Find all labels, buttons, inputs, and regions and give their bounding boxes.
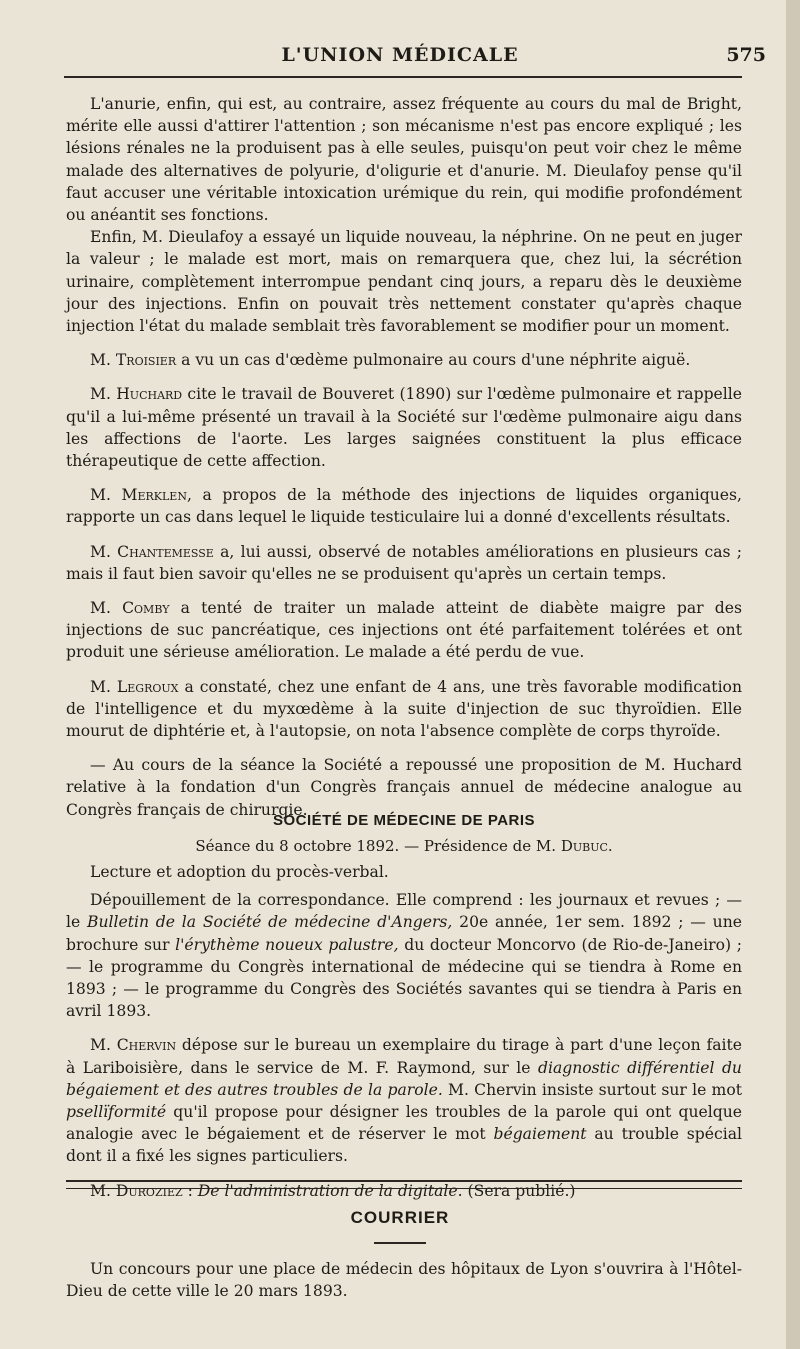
italic-title: l'érythème noueux palustre,: [175, 935, 399, 954]
session-text: Séance du 8 octobre 1892. — Présidence de M.: [195, 837, 561, 855]
article-body: [66, 93, 742, 821]
section-title: SOCIÉTÉ DE MÉDECINE DE PARIS: [272, 812, 536, 829]
paragraph-lecture: Lecture et adoption du procès-verbal.: [90, 863, 389, 881]
speaker-name: M. Comby: [90, 599, 170, 618]
text-run: Dépouillement de la correspondance. Elle comprend : les journaux et revues ; — le: [66, 891, 742, 932]
paragraph-merklen: [66, 484, 742, 528]
speaker-name: M. Chervin: [90, 1036, 177, 1055]
text-run: qu'il propose pour désigner les troubles de la parole qui ont quelque analogie avec le bégaiement et de réserver le mot: [66, 1103, 742, 1144]
paragraph-legroux: [66, 676, 742, 743]
paragraph-chantemesse: [66, 541, 742, 585]
paragraph-text: , a propos de la méthode des injections de liquides organiques, rapporte un cas dans lequel le liquide testiculaire lui a donné d'excellents résultats.: [66, 486, 742, 527]
paragraph-chervin: [66, 1034, 742, 1167]
page-header: [0, 42, 800, 72]
speaker-name: M. Troisier: [90, 351, 177, 370]
speaker-name: M. Chantemesse: [90, 542, 214, 561]
paragraph-courrier: Un concours pour une place de médecin des hôpitaux de Lyon s'ouvrira à l'Hôtel-Dieu de cette ville le 20 mars 1893.: [66, 1260, 742, 1301]
running-title: L'UNION MÉDICALE: [281, 44, 519, 66]
courrier-rule: [374, 1242, 426, 1244]
italic-title: Bulletin de la Société de médecine d'Angers,: [87, 913, 453, 932]
courrier-section: [66, 1258, 742, 1302]
italic-title: De l'administration de la digitale.: [197, 1181, 463, 1200]
president-name: Dubuc.: [560, 837, 613, 855]
paragraph-text: a, lui aussi, observé de notables améliorations en plusieurs cas ; mais il faut bien savoir qu'elles ne se produisent qu'après un certain temps.: [66, 542, 742, 583]
paragraph-text: a tenté de traiter un malade atteint de diabète maigre par des injections de suc pancréatique, ces injections ont été parfaitement tolérées et ont produit une sérieuse amélioration. Le malade a été perdu de vue.: [66, 599, 742, 662]
speaker-name: M. Huchard: [90, 385, 183, 404]
session-line: [66, 837, 742, 855]
page-number: 575: [726, 44, 766, 66]
italic-title: diagnostic différentiel du bégaiement et des autres troubles de la parole.: [66, 1058, 742, 1099]
text-run: du docteur Moncorvo (de Rio-de-Janeiro) ; — le programme du Congrès international de médecine qui se tiendra à Rome en 1893 ; — le programme du Congrès des Sociétés savantes qui se tiendra à Paris en avril 1893.: [66, 935, 742, 1021]
speaker-name: M. Legroux: [90, 677, 179, 696]
paragraph-comby: [66, 597, 742, 664]
paragraph-nephrine: Enfin, M. Dieulafoy a essayé un liquide nouveau, la néphrine. On ne peut en juger la valeur ; le malade est mort, mais on remarquera que, chez lui, la sécrétion urinaire, complètement interrompue pendant cinq jours, a reparu dès le deuxième jour des injections. Enfin on pouvait très nettement constater qu'après chaque injection l'état du malade semblait très favorablement se modifier pour un moment.: [66, 228, 742, 336]
paragraph-huchard: [66, 383, 742, 472]
page-edge-shadow: [786, 0, 800, 1349]
paragraph-text: cite le travail de Bouveret (1890) sur l'œdème pulmonaire et rappelle qu'il a lui-même présenté un travail à la Société sur l'œdème pulmonaire aigu dans les affections de l'aorte. Les larges saignées constituent la plus efficace thérapeutique de cette affection.: [66, 385, 742, 471]
courrier-title: COURRIER: [350, 1208, 450, 1227]
header-rule: [64, 76, 742, 78]
societe-section: [66, 812, 742, 1202]
text-run: dépose sur le bureau un exemplaire du tirage à part d'une leçon faite à Lariboisière, dans le service de M. F. Raymond, sur le: [66, 1036, 742, 1077]
paragraph-text: a vu un cas d'œdème pulmonaire au cours d'une néphrite aiguë.: [176, 351, 691, 370]
paragraph-congres: — Au cours de la séance la Société a repoussé une proposition de M. Huchard relative à la fondation d'un Congrès français annuel de médecine analogue au Congrès français de chirurgie.: [66, 756, 742, 819]
text-run: M. Chervin insiste surtout sur le mot: [442, 1080, 742, 1099]
italic-term: bégaiement: [493, 1125, 587, 1144]
italic-term: psellïformité: [66, 1103, 167, 1122]
text-run: 20e année, 1er sem. 1892 ; — une brochure sur: [66, 913, 742, 954]
paragraph-troisier: [66, 349, 742, 371]
text-run: au trouble spécial dont il a fixé les signes particuliers.: [66, 1125, 743, 1166]
paragraph-text: a constaté, chez une enfant de 4 ans, une très favorable modification de l'intelligence et du myxœdème à la suite d'injection de suc thyroïdien. Elle mourut de diphtérie et, à l'autopsie, on nota l'absence complète de corps thyroïde.: [66, 677, 742, 741]
text-run: (Sera publié.): [462, 1181, 576, 1200]
section-divider: [66, 1180, 742, 1189]
paragraph-anurie: L'anurie, enfin, qui est, au contraire, assez fréquente au cours du mal de Bright, mérite elle aussi d'attirer l'attention ; son mécanisme n'est pas encore expliqué ; les lésions rénales ne la produisent pas à elle seules, puisqu'on peut voir chez le même malade des alternatives de polyurie, d'oligurie et d'anurie. M. Dieulafoy pense qu'il faut accuser une véritable intoxication urémique du rein, qui modifie profondément ou anéantit ses fonctions.: [66, 95, 742, 225]
speaker-name: M. Duroziez: [90, 1181, 183, 1200]
speaker-name: M. Merklen: [90, 486, 187, 505]
text-run: :: [182, 1181, 198, 1200]
paragraph-correspondance: [66, 889, 742, 1022]
